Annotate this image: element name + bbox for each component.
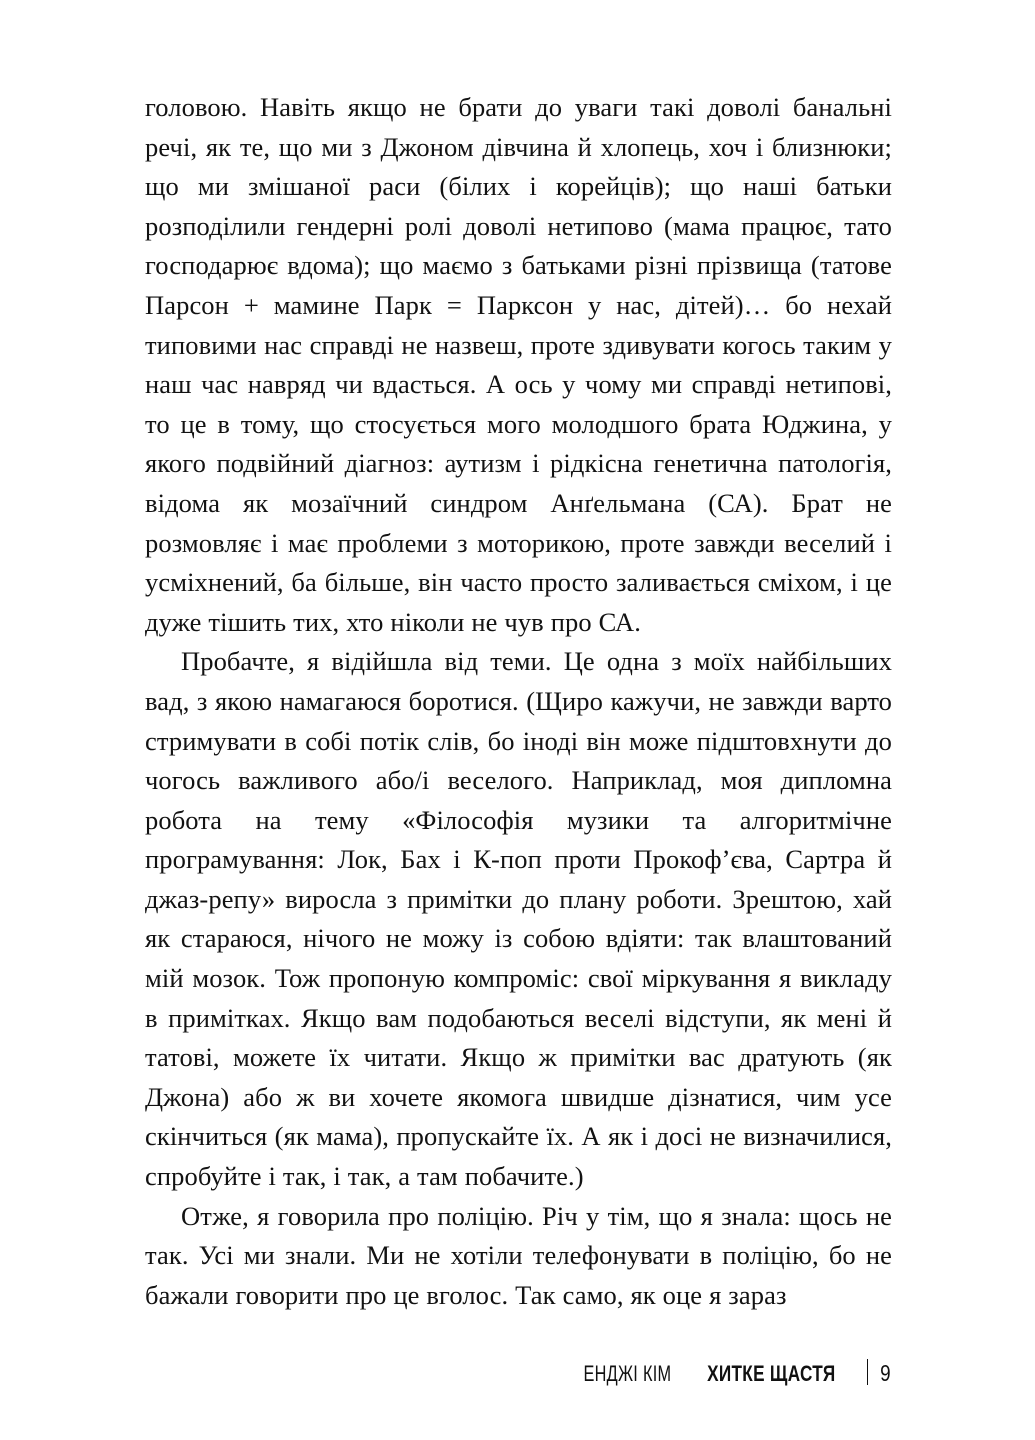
body-paragraph: головою. Навіть якщо не брати до уваги такі доволі банальні речі, як те, що ми з Джоном дівчина й хлопець, хоч і близнюки; що ми змішаної раси (білих і корейців); що наші батьки розподілили гендерні ролі доволі нетипово (мама працює, тато господарює вдома); що маємо з батьками різні прізвища (татове Парсон + мамине Парк = Парксон у нас, дітей)… бо нехай типовими нас справді не назвеш, проте здивувати когось таким у наш час навряд чи вдасться. А ось у чому ми справді нетипові, то це в тому, що стосується мого молодшого брата Юджина, у якого подвійний діагноз: аутизм і рідкісна генетична патологія, відома як мозаїчний синдром Анґельмана (СА). Брат не розмовляє і має проблеми з моторикою, проте завжди веселий і усміхнений, ба більше, він часто просто заливається сміхом, і це дуже тішить тих, хто ніколи не чув про СА. — [145, 92, 892, 637]
footer-author-name: ЕНДЖІ КІМ — [583, 1361, 672, 1386]
page-footer — [145, 1355, 892, 1387]
body-paragraph: Отже, я говорила про поліцію. Річ у тім, що я знала: щось не так. Усі ми знали. Ми не хотіли телефонувати в поліцію, бо не бажали говорити про це вголос. Так само, як оце я зараз — [145, 1200, 892, 1310]
body-paragraph: Пробачте, я відійшла від теми. Це одна з моїх найбільших вад, з якою намагаюся боротися. (Щиро кажучи, не завжди варто стримувати в собі потік слів, бо іноді він може підштовхнути до чогось важливого або/і веселого. Наприклад, моя дипломна робота на тему «Філософія музики та алгоритмічне програмування: Лок, Бах і К-поп проти Прокоф’єва, Сартра й джаз-репу» виросла з примітки до плану роботи. Зрештою, хай як стараюся, нічого не можу із собою вдіяти: так влаштований мій мозок. Тож пропоную компроміс: свої міркування я викладу в примітках. Якщо вам подобаються веселі відступи, як мені й татові, можете їх читати. Якщо ж примітки вас дратують (як Джона) або ж ви хочете якомога швидше дізнатися, чим усе скінчиться (як мама), пропускайте їх. А як і досі не визначилися, спробуйте і так, і так, а там побачите.) — [145, 646, 892, 1192]
footer-separator-rule — [867, 1359, 869, 1385]
page-number: 9 — [880, 1360, 891, 1386]
text-column — [145, 88, 892, 1315]
footer-book-title: ХИТКЕ ЩАСТЯ — [707, 1361, 836, 1386]
